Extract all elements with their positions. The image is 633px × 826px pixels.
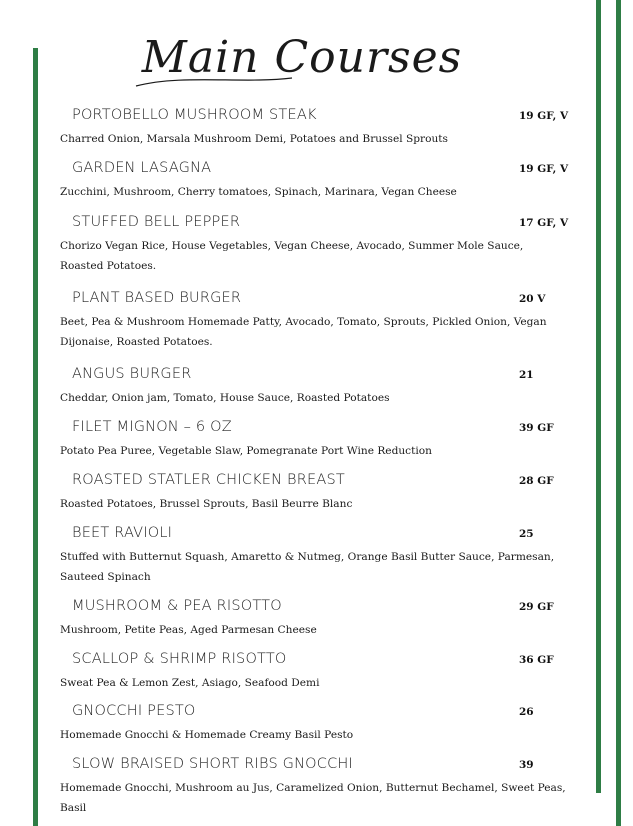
menu-item-name: SCALLOP & SHRIMP RISOTTO: [72, 651, 287, 667]
menu-item-price: 21: [519, 369, 534, 381]
menu-item-price: 20 V: [519, 293, 546, 305]
menu-item-name: GARDEN LASAGNA: [72, 160, 212, 176]
menu-item-description: Cheddar, Onion jam, Tomato, House Sauce, Roasted Potatoes: [60, 392, 390, 404]
menu-item-description: Homemade Gnocchi & Homemade Creamy Basil Pesto: [60, 729, 354, 741]
menu-item-name: STUFFED BELL PEPPER: [72, 214, 241, 230]
menu-item-description: Chorizo Vegan Rice, House Vegetables, Vegan Cheese, Avocado, Summer Mole Sauce, Roasted Potatoes.: [60, 240, 524, 272]
right-green-rule-outer: [616, 0, 621, 826]
menu-item-name: ROASTED STATLER CHICKEN BREAST: [72, 472, 345, 488]
menu-item-name: SLOW BRAISED SHORT RIBS GNOCCHI: [72, 756, 353, 772]
menu-item-price: 19 GF, V: [519, 110, 569, 122]
menu-item-description: Potato Pea Puree, Vegetable Slaw, Pomegranate Port Wine Reduction: [60, 445, 432, 457]
menu-item-description: Beet, Pea & Mushroom Homemade Patty, Avocado, Tomato, Sprouts, Pickled Onion, Vegan Dijonaise, Roasted Potatoes.: [60, 316, 547, 348]
menu-item-description: Sweat Pea & Lemon Zest, Asiago, Seafood Demi: [60, 677, 320, 689]
menu-item-name: BEET RAVIOLI: [72, 525, 173, 541]
menu-item-description: Homemade Gnocchi, Mushroom au Jus, Caramelized Onion, Butternut Bechamel, Sweet Peas, Basil: [60, 782, 566, 814]
page-title: [122, 14, 482, 98]
menu-item-description: Charred Onion, Marsala Mushroom Demi, Potatoes and Brussel Sprouts: [60, 133, 448, 145]
menu-item-name: ANGUS BURGER: [72, 366, 192, 382]
menu-item-price: 36 GF: [519, 654, 554, 666]
menu-item-description: Mushroom, Petite Peas, Aged Parmesan Cheese: [60, 624, 317, 636]
menu-item-price: 19 GF, V: [519, 163, 569, 175]
script-title: [122, 14, 482, 98]
menu-item-price: 28 GF: [519, 475, 554, 487]
menu-item-description: Zucchini, Mushroom, Cherry tomatoes, Spinach, Marinara, Vegan Cheese: [60, 186, 457, 198]
menu-item-price: 39 GF: [519, 422, 554, 434]
menu-item-price: 17 GF, V: [519, 217, 569, 229]
page-title-text: Main Courses: [141, 32, 463, 83]
menu-item-name: MUSHROOM & PEA RISOTTO: [72, 598, 282, 614]
menu-item-name: FILET MIGNON – 6 OZ: [72, 419, 232, 435]
menu-item-price: 26: [519, 706, 534, 718]
menu-item-price: 39: [519, 759, 534, 771]
menu-item-price: 29 GF: [519, 601, 554, 613]
menu-item-description: Roasted Potatoes, Brussel Sprouts, Basil Beurre Blanc: [60, 498, 353, 510]
menu-item-name: PORTOBELLO MUSHROOM STEAK: [72, 107, 317, 123]
right-green-rule-inner: [596, 0, 601, 793]
menu-item-name: GNOCCHI PESTO: [72, 703, 196, 719]
menu-item-price: 25: [519, 528, 534, 540]
menu-item-name: PLANT BASED BURGER: [72, 290, 242, 306]
menu-item-description: Stuffed with Butternut Squash, Amaretto & Nutmeg, Orange Basil Butter Sauce, Parmesan, Sauteed Spinach: [60, 551, 555, 583]
left-green-rule: [33, 48, 38, 826]
